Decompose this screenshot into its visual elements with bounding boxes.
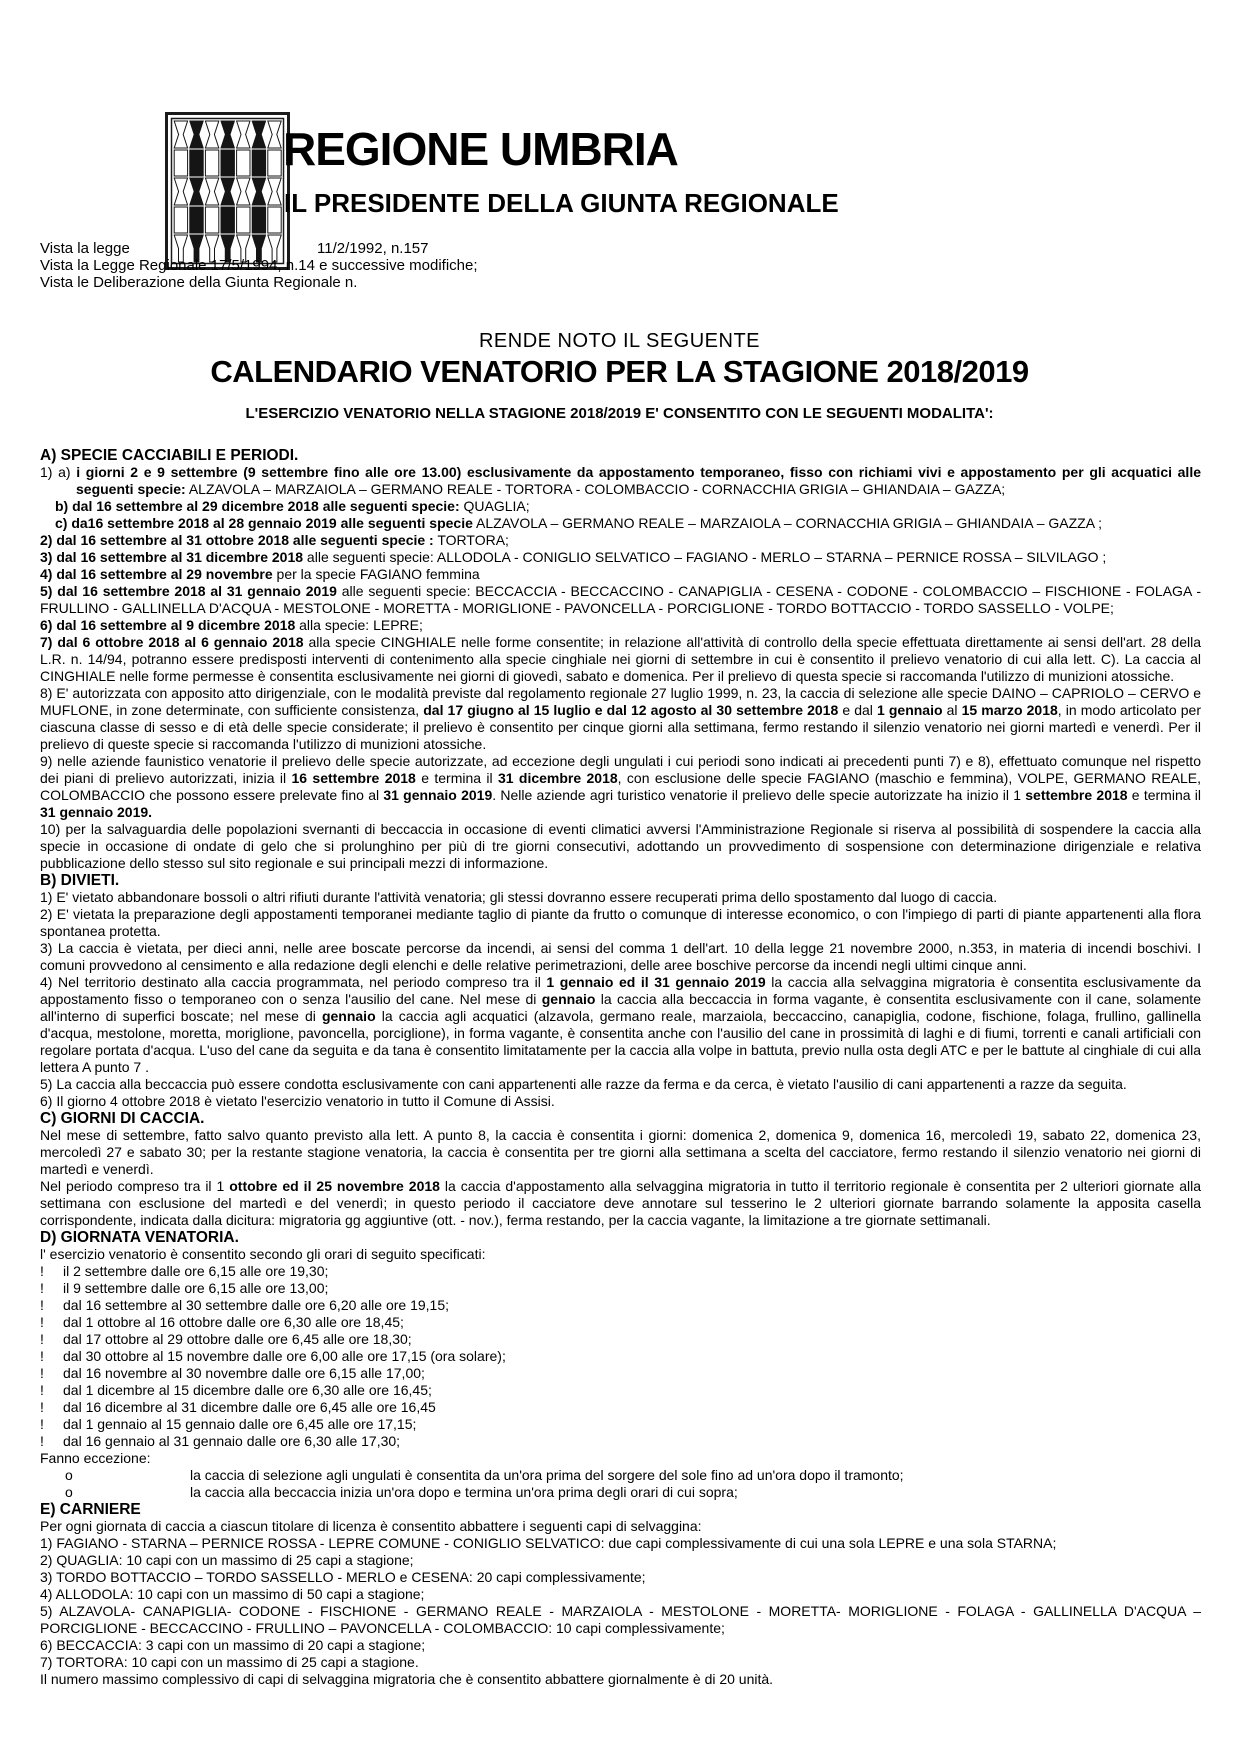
paragraph: 5) dal 16 settembre 2018 al 31 gennaio 2019 alle seguenti specie: BECCACCIA - BECCACCINO - CANAPIGLIA - CESENA - CODONE - COLOMBACCIO – FISCHIONE - FOLAGA - FRULLINO - GALLINELLA D'ACQUA - MESTOLONE - MORETTA - MORIGLIONE - PAVONCELLA - PORCIGLIONE - TORDO BOTTACCIO - TORDO SASSELLO - VOLPE; <box>40 583 1201 616</box>
paragraph <box>40 1399 1201 1416</box>
section-heading: A) SPECIE CACCIABILI E PERIODI. <box>40 447 299 464</box>
exclamation-bullet: ! <box>40 1263 44 1279</box>
paragraph <box>40 1280 1201 1297</box>
paragraph: b) dal 16 settembre al 29 dicembre 2018 alle seguenti specie: QUAGLIA; <box>55 498 530 514</box>
paragraph: 2) E' vietata la preparazione degli appostamenti temporanei mediante taglio di piante da frutto o comunque di interesse economico, o con l'impiego di parti di piante appartenenti alla flora spontanea protetta. <box>40 906 1201 939</box>
bullet-text: dal 30 ottobre al 15 novembre dalle ore 6,00 alle ore 17,15 (ora solare); <box>63 1348 506 1364</box>
bullet-text: dal 16 gennaio al 31 gennaio dalle ore 6,30 alle 17,30; <box>63 1433 401 1449</box>
exclamation-bullet: ! <box>40 1331 44 1347</box>
section-heading: C) GIORNI DI CACCIA. <box>40 1110 205 1127</box>
paragraph: 9) nelle aziende faunistico venatorie il prelievo delle specie autorizzate, ad eccezione degli ungulati i cui periodi sono indicati ai precedenti punti 7) e 8), effettuato comunque nel rispetto dei piani di prelievo autorizzati, inizia il 16 settembre 2018 e termina il 31 dicembre 2018, con esclusione delle specie FAGIANO (maschio e femmina), VOLPE, GERMANO REALE, COLOMBACCIO che possono essere prelevate fino al 31 gennaio 2019. Nelle aziende agri turistico venatorie il prelievo delle specie autorizzate ha inizio il 1 settembre 2018 e termina il 31 gennaio 2019. <box>40 753 1202 820</box>
rende-noto-line: RENDE NOTO IL SEGUENTE <box>478 330 761 352</box>
paragraph: 2) dal 16 settembre al 31 ottobre 2018 alle seguenti specie : TORTORA; <box>40 532 509 548</box>
bullet-text: il 9 settembre dalle ore 6,15 alle ore 13,00; <box>63 1280 329 1296</box>
paragraph: Per ogni giornata di caccia a ciascun titolare di licenza è consentito abbattere i seguenti capi di selvaggina: <box>40 1518 702 1534</box>
bullet-text: dal 16 settembre al 30 settembre dalle ore 6,20 alle ore 19,15; <box>63 1297 450 1313</box>
paragraph: 5) ALZAVOLA- CANAPIGLIA- CODONE - FISCHIONE - GERMANO REALE - MARZAIOLA - MESTOLONE - MORETTA- MORIGLIONE - FOLAGA - GALLINELLA D'ACQUA – PORCIGLIONE - BECCACCINO - FRULLINO – PAVONCELLA - COLOMBACCIO: 10 capi complessivamente; <box>40 1603 1201 1636</box>
paragraph <box>40 1314 1201 1331</box>
vista-line-1-right: 11/2/1992, n.157 <box>317 240 429 257</box>
bullet-text: dal 16 novembre al 30 novembre dalle ore 6,15 alle 17,00; <box>63 1365 425 1381</box>
paragraph: l' esercizio venatorio è consentito secondo gli orari di seguito specificati: <box>40 1246 486 1262</box>
bullet-text: la caccia di selezione agli ungulati è consentita da un'ora prima del sorgere del sole fino ad un'ora dopo il tramonto; <box>190 1467 904 1483</box>
vista-line-3: Vista le Deliberazione della Giunta Regionale n. <box>40 274 358 291</box>
exclamation-bullet: ! <box>40 1314 44 1330</box>
section-heading: E) CARNIERE <box>40 1501 141 1518</box>
paragraph: 3) dal 16 settembre al 31 dicembre 2018 alle seguenti specie: ALLODOLA - CONIGLIO SELVATICO – FAGIANO - MERLO – STARNA – PERNICE ROSSA – SILVILAGO ; <box>40 549 1107 565</box>
circle-bullet: o <box>65 1484 73 1500</box>
paragraph: 1) E' vietato abbandonare bossoli o altri rifiuti durante l'attività venatoria; gli stessi dovranno essere recuperati prima dello spostamento dal luogo di caccia. <box>40 889 998 905</box>
exclamation-bullet: ! <box>40 1382 44 1398</box>
paragraph: 6) Il giorno 4 ottobre 2018 è vietato l'esercizio venatorio in tutto il Comune di Assisi. <box>40 1093 555 1109</box>
paragraph <box>40 1382 1201 1399</box>
paragraph: Nel mese di settembre, fatto salvo quanto previsto alla lett. A punto 8, la caccia è consentita i giorni: domenica 2, domenica 9, domenica 16, mercoledì 19, sabato 22, domenica 23, mercoledì 27 e sabato 30; per la restante stagione venatoria, la caccia è consentita per tre giorni alla settimana a scelta del cacciatore, fermo restando il silenzio venatorio nei giorni di martedì e venerdì. <box>40 1127 1201 1177</box>
paragraph: Il numero massimo complessivo di capi di selvaggina migratoria che è consentito abbattere giornalmente è di 20 unità. <box>40 1671 774 1687</box>
bullet-text: dal 17 ottobre al 29 ottobre dalle ore 6,45 alle ore 18,30; <box>63 1331 412 1347</box>
paragraph: 1) FAGIANO - STARNA – PERNICE ROSSA - LEPRE COMUNE - CONIGLIO SELVATICO: due capi complessivamente di cui una sola LEPRE e una sola STARNA; <box>40 1535 1057 1551</box>
document-body <box>40 447 1201 1688</box>
exclamation-bullet: ! <box>40 1280 44 1296</box>
paragraph <box>40 1484 1201 1501</box>
paragraph: 10) per la salvaguardia delle popolazioni svernanti di beccaccia in occasione di eventi climatici avversi l'Amministrazione Regionale si riserva al possibilità di sospendere la caccia alla specie in occasione di ondate di gelo che si prolunghino per più di tre giorni consecutivi, adottando un provvedimento di sospensione con determinazione dirigenziale e relativa pubblicazione dello stesso sul sito regionale e sui principali mezzi di informazione. <box>40 821 1201 871</box>
section-heading: B) DIVIETI. <box>40 872 120 889</box>
exclamation-bullet: ! <box>40 1399 44 1415</box>
paragraph: c) da16 settembre 2018 al 28 gennaio 2019 alle seguenti specie ALZAVOLA – GERMANO REALE – MARZAIOLA – CORNACCHIA GRIGIA – GHIANDAIA – GAZZA ; <box>55 515 1103 531</box>
paragraph <box>40 1433 1201 1450</box>
exclamation-bullet: ! <box>40 1416 44 1432</box>
paragraph <box>40 1365 1201 1382</box>
bullet-text: dal 16 dicembre al 31 dicembre dalle ore 6,45 alle ore 16,45 <box>63 1399 436 1415</box>
paragraph: 3) TORDO BOTTACCIO – TORDO SASSELLO - MERLO e CESENA: 20 capi complessivamente; <box>40 1569 646 1585</box>
exclamation-bullet: ! <box>40 1348 44 1364</box>
paragraph: 1) a) i giorni 2 e 9 settembre (9 settembre fino alle ore 13.00) esclusivamente da appostamento temporaneo, fisso con richiami vivi e appostamento per gli acquatici alle seguenti specie: ALZAVOLA – MARZAIOLA – GERMANO REALE - TORTORA - COLOMBACCIO - CORNACCHIA GRIGIA – GHIANDAIA – GAZZA; <box>40 464 1201 497</box>
section-heading: D) GIORNATA VENATORIA. <box>40 1229 239 1246</box>
paragraph <box>40 1331 1201 1348</box>
paragraph <box>40 1263 1201 1280</box>
paragraph <box>40 1416 1201 1433</box>
paragraph <box>40 1467 1201 1484</box>
vista-block <box>40 240 478 291</box>
paragraph: 2) QUAGLIA: 10 capi con un massimo di 25 capi a stagione; <box>40 1552 414 1568</box>
document-title: CALENDARIO VENATORIO PER LA STAGIONE 2018/2019 <box>210 354 1029 389</box>
paragraph <box>40 1348 1201 1365</box>
paragraph: 7) dal 6 ottobre 2018 al 6 gennaio 2018 alla specie CINGHIALE nelle forme consentite; in relazione all'attività di controllo della specie effettuata direttamente ai sensi dell'art. 28 della L.R. n. 14/94, potranno essere predisposti interventi di contenimento alla specie cinghiale nei giorni di settembre in cui è consentito il prelievo venatorio di cui alla lett. C). La caccia al CINGHIALE nelle forme permesse è consentita esclusivamente nei giorni di giovedì, sabato e domenica. Per il prelievo di questa specie si raccomanda l'utilizzo di munizioni atossiche. <box>40 634 1201 684</box>
exclamation-bullet: ! <box>40 1297 44 1313</box>
paragraph: 7) TORTORA: 10 capi con un massimo di 25 capi a stagione. <box>40 1654 419 1670</box>
paragraph: Fanno eccezione: <box>40 1450 151 1466</box>
paragraph: 3) La caccia è vietata, per dieci anni, nelle aree boscate percorse da incendi, ai sensi del comma 1 dell'art. 10 della legge 21 novembre 2000, n.353, in materia di incendi boschivi. I comuni provvedono al censimento e alla redazione degli elenchi e delle relative perimetrazioni, delle aree boschive percorse da incendi negli ultimi cinque anni. <box>40 940 1201 973</box>
vista-line-2: Vista la Legge Regionale 17/5/1994, n.14 e successive modifiche; <box>40 257 478 274</box>
president-title: IL PRESIDENTE DELLA GIUNTA REGIONALE <box>284 188 839 218</box>
paragraph: 5) La caccia alla beccaccia può essere condotta esclusivamente con cani appartenenti alle razze da ferma e da cerca, è vietato l'ausilio di cani appartenenti a razze da seguita. <box>40 1076 1127 1092</box>
bullet-text: dal 1 ottobre al 16 ottobre dalle ore 6,30 alle ore 18,45; <box>63 1314 404 1330</box>
paragraph: 6) BECCACCIA: 3 capi con un massimo di 20 capi a stagione; <box>40 1637 426 1653</box>
circle-bullet: o <box>65 1467 73 1483</box>
vista-line-1 <box>40 240 478 257</box>
paragraph: 4) ALLODOLA: 10 capi con un massimo di 50 capi a stagione; <box>40 1586 425 1602</box>
exclamation-bullet: ! <box>40 1365 44 1381</box>
paragraph: Nel periodo compreso tra il 1 ottobre ed il 25 novembre 2018 la caccia d'appostamento alla selvaggina migratoria in tutto il territorio regionale è consentita per 2 ulteriori giornate alla settimana con esclusione del martedì e del venerdì; in questo periodo il cacciatore deve annotare sul tesserino le 2 ulteriori giornate barrando solamente la apposita casella corrispondente, indicata dalla dicitura: migratoria gg aggiuntive (ott. - nov.), ferma restando, per la caccia vagante, la limitazione a tre giornate settimanali. <box>40 1178 1202 1228</box>
bullet-text: il 2 settembre dalle ore 6,15 alle ore 19,30; <box>63 1263 329 1279</box>
paragraph: 4) dal 16 settembre al 29 novembre per la specie FAGIANO femmina <box>40 566 480 582</box>
organization-name: REGIONE UMBRIA <box>283 123 678 175</box>
bullet-text: la caccia alla beccaccia inizia un'ora dopo e termina un'ora prima degli orari di cui sopra; <box>190 1484 738 1500</box>
bullet-text: dal 1 gennaio al 15 gennaio dalle ore 6,45 alle ore 17,15; <box>63 1416 417 1432</box>
bullet-text: dal 1 dicembre al 15 dicembre dalle ore 6,30 alle ore 16,45; <box>63 1382 432 1398</box>
paragraph: 6) dal 16 settembre al 9 dicembre 2018 alla specie: LEPRE; <box>40 617 423 633</box>
document-subtitle: L'ESERCIZIO VENATORIO NELLA STAGIONE 2018/2019 E' CONSENTITO CON LE SEGUENTI MODALITA': <box>245 405 994 422</box>
paragraph: 8) E' autorizzata con apposito atto dirigenziale, con le modalità previste dal regolamento regionale 27 luglio 1999, n. 23, la caccia di selezione alle specie DAINO – CAPRIOLO – CERVO e MUFLONE, in zone determinate, con sufficiente consistenza, dal 17 giugno al 15 luglio e dal 12 agosto al 30 settembre 2018 e dal 1 gennaio al 15 marzo 2018, in modo articolato per ciascuna classe di sesso e di età delle specie considerate; il prelievo è consentito per cinque giorni alla settimana, fermo restando il silenzio venatorio nei giorni martedì e venerdì. Per il prelievo di queste specie si raccomanda l'utilizzo di munizioni atossiche. <box>40 685 1201 752</box>
paragraph <box>40 1297 1201 1314</box>
paragraph: 4) Nel territorio destinato alla caccia programmata, nel periodo compreso tra il 1 gennaio ed il 31 gennaio 2019 la caccia alla selvaggina migratoria è consentita esclusivamente da appostamento fisso o temporaneo con o senza l'ausilio del cane. Nel mese di gennaio la caccia alla beccaccia in forma vagante, è consentita esclusivamente con il cane, solamente all'interno di superfici boscate; nel mese di gennaio la caccia agli acquatici (alzavola, germano reale, marzaiola, beccaccino, canapiglia, codone, fischione, folaga, frullino, gallinella d'acqua, mestolone, moretta, moriglione, pavoncella, porciglione), in forma vagante, è consentita anche con l'ausilio del cane in prossimità di laghi e di fiumi, torrenti e canali artificiali con regolare portata d'acqua. L'uso del cane da seguita e da tana è consentito limitatamente per la caccia alla volpe in battuta, previo nulla osta degli ATC e per le battute al cinghiale di cui alla lettera A punto 7 . <box>40 974 1201 1075</box>
vista-line-1-left: Vista la legge <box>40 240 130 257</box>
exclamation-bullet: ! <box>40 1433 44 1449</box>
